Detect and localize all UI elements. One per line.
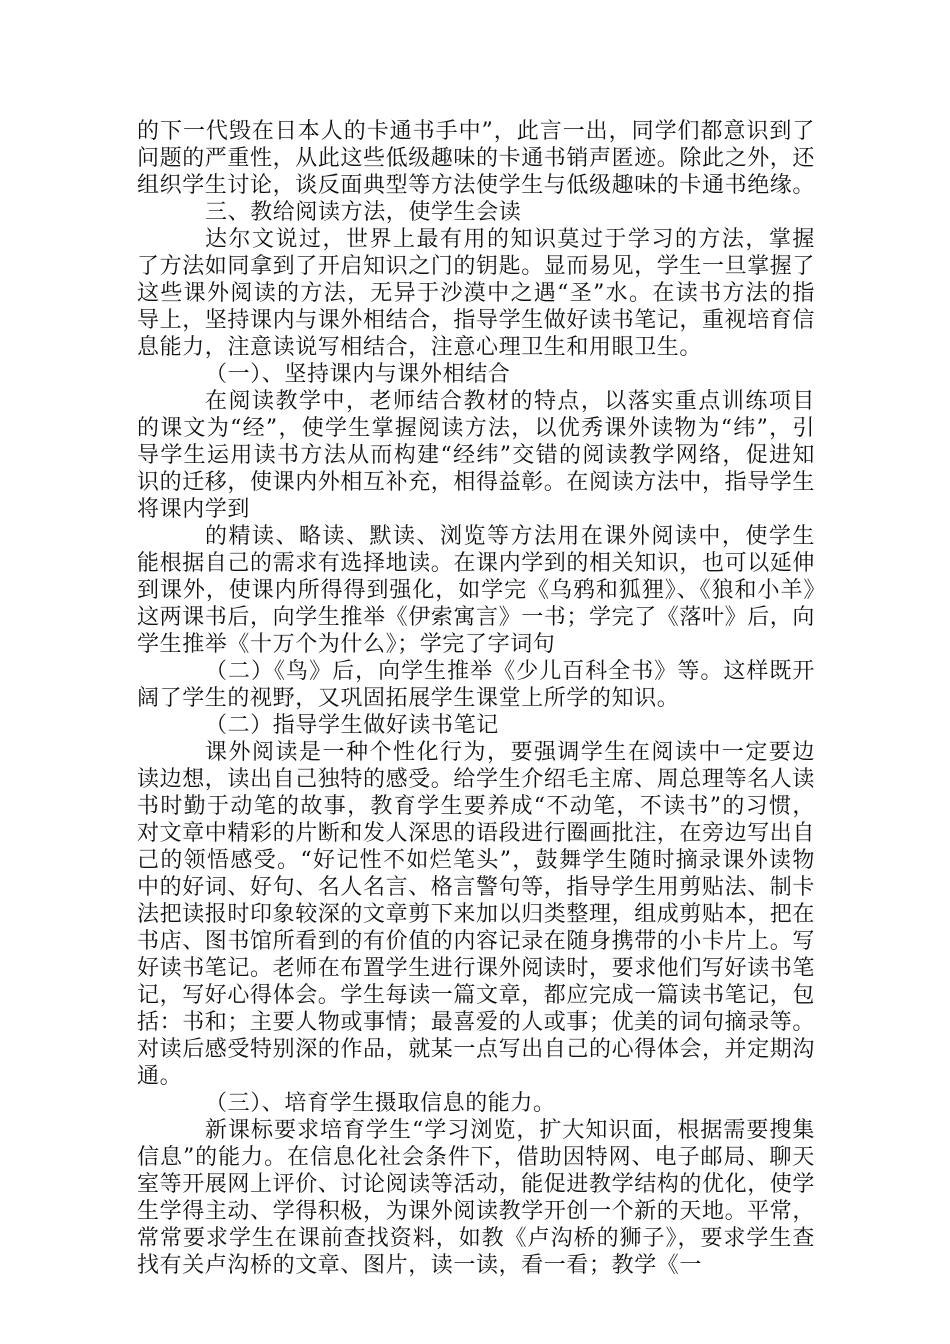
- paragraph-bird-lesson: （二）《鸟》后，向学生推举《少儿百科全书》等。这样既开阔了学生的视野，又巩固拓展学生课堂上所学的知识。: [137, 659, 815, 711]
- subheading-classroom-extracurricular: （一）、坚持课内与课外相结合: [205, 362, 511, 387]
- subheading-information-ability: （三）、培育学生摄取信息的能力。: [205, 1091, 556, 1116]
- paragraph-reading-notes: 课外阅读是一种个性化行为，要强调学生在阅读中一定要边读边想，读出自己独特的感受。给学生介绍毛主席、周总理等名人读书时勤于动笔的故事，教育学生要养成“不动笔，不读书”的习惯，对文章中精彩的片断和发人深思的语段进行圈画批注，在旁边写出自己的领悟感受。“好记性不如烂笔头”，鼓舞学生随时摘录课外读物中的好词、好句、名人名言、格言警句等，指导学生用剪贴法、制卡法把读报时印象较深的文章剪下来加以归类整理，组成剪贴本，把在书店、图书馆所看到的有价值的内容记录在随身携带的小卡片上。写好读书笔记。老师在布置学生进行课外阅读时，要求他们写好读书笔记，写好心得体会。学生每读一篇文章，都应完成一篇读书笔记，包括：书和；主要人物或事情；最喜爱的人或事；优美的词句摘录等。对读后感受特别深的作品，就某一点写出自己的心得体会，并定期沟通。: [137, 740, 816, 1089]
- section-heading-reading-methods: 三、教给阅读方法，使学生会读: [205, 200, 522, 225]
- paragraph-reading-methods-applied: 的精读、略读、默读、浏览等方法用在课外阅读中，使学生能根据自己的需求有选择地读。在课内学到的相关知识，也可以延伸到课外，使课内所得得到强化，如学完《乌鸦和狐狸》、《狼和小羊》这两课书后，向学生推举《伊索寓言》一书；学完了《落叶》后，向学生推举《十万个为什么》；学完了字词句: [137, 524, 816, 657]
- subheading-reading-notes: （二）指导学生做好读书笔记: [205, 713, 499, 738]
- paragraph-continuation: 的下一代毁在日本人的卡通书手中”，此言一出，同学们都意识到了问题的严重性，从此这些低级趣味的卡通书销声匿迹。除此之外，还组织学生讨论，谈反面典型等方法使学生与低级趣味的卡通书绝缘。: [137, 119, 816, 198]
- paragraph-new-curriculum: 新课标要求培育学生“学习浏览，扩大知识面，根据需要搜集信息”的能力。在信息化社会条件下，借助因特网、电子邮局、聊天室等开展网上评价、讨论阅读等活动，能促进教学结构的优化，使学生学得主动、学得积极，为课外阅读教学开创一个新的天地。平常，常常要求学生在课前查找资料，如教《卢沟桥的狮子》，要求学生查找有关卢沟桥的文章、图片，读一读，看一看；教学《一: [137, 1118, 816, 1278]
- document-body: [137, 118, 815, 1279]
- paragraph-reading-teaching: 在阅读教学中，老师结合教材的特点，以落实重点训练项目的课文为“经”，使学生掌握阅读方法，以优秀课外读物为“纬”，引导学生运用读书方法从而构建“经纬”交错的阅读教学网络，促进知识的迁移，使课内外相互补充，相得益彰。在阅读方法中，指导学生将课内学到: [137, 389, 816, 522]
- paragraph-darwin-quote: 达尔文说过，世界上最有用的知识莫过于学习的方法，掌握了方法如同拿到了开启知识之门的钥匙。显而易见，学生一旦掌握了这些课外阅读的方法，无异于沙漠中之遇“圣”水。在读书方法的指导上，坚持课内与课外相结合，指导学生做好读书笔记，重视培育信息能力，注意读说写相结合，注意心理卫生和用眼卫生。: [137, 227, 816, 360]
